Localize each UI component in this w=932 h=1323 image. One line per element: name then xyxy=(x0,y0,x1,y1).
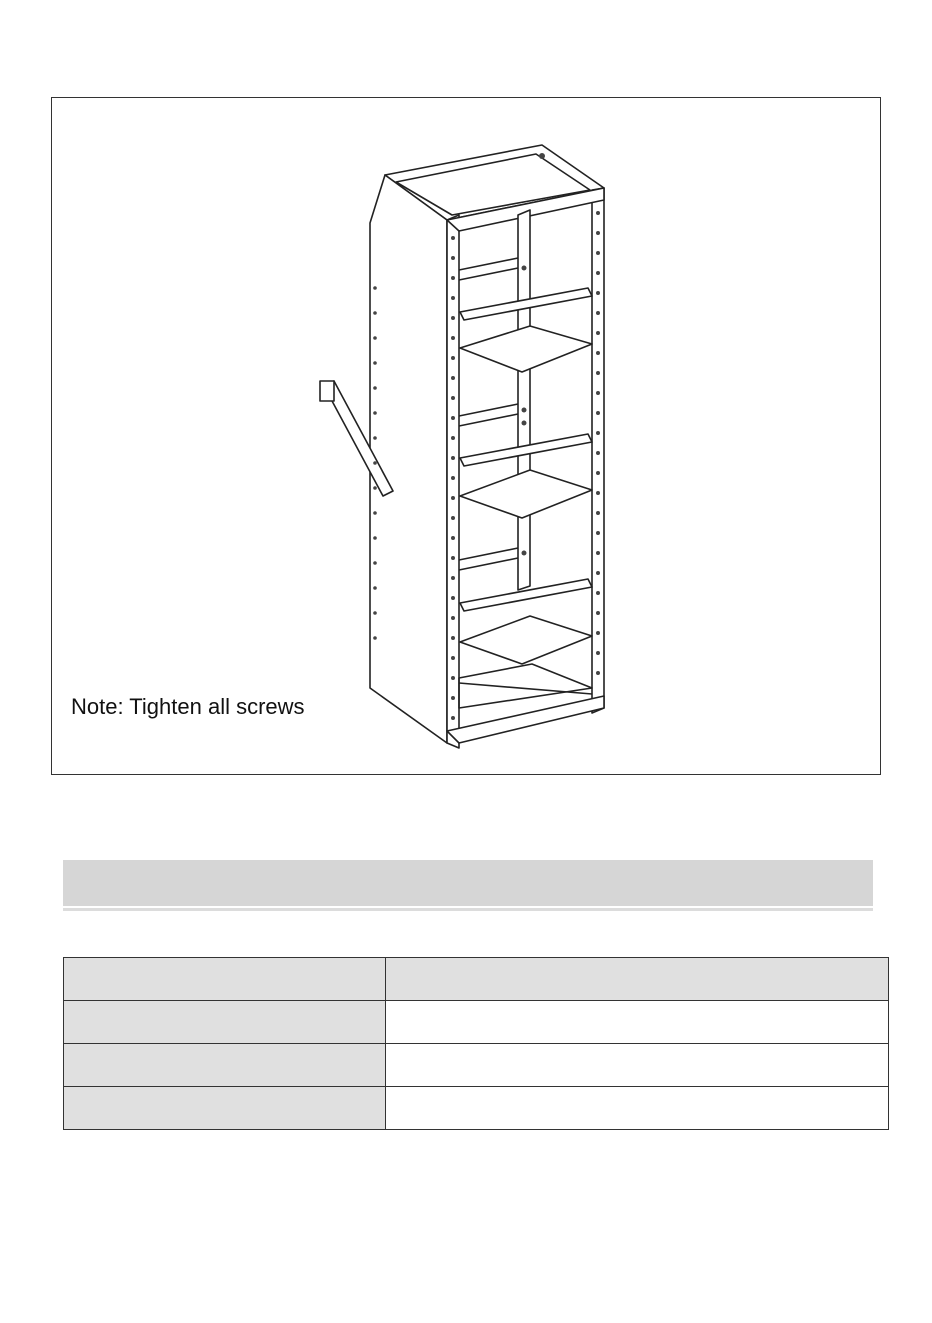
table-cell-value xyxy=(386,1087,889,1130)
table-row xyxy=(64,958,889,1001)
table-cell-value xyxy=(386,958,889,1001)
table-cell-label xyxy=(64,1001,386,1044)
note-text: Note: Tighten all screws xyxy=(71,694,305,719)
rack-assembly-illustration-icon xyxy=(52,98,881,775)
table-cell-value xyxy=(386,1044,889,1087)
section-header-bar xyxy=(63,860,873,906)
section-divider xyxy=(63,908,873,911)
table-cell-value xyxy=(386,1001,889,1044)
spec-table xyxy=(63,957,889,1130)
table-row xyxy=(64,1044,889,1087)
table-row xyxy=(64,1087,889,1130)
table-cell-label xyxy=(64,958,386,1001)
table-row xyxy=(64,1001,889,1044)
table-cell-label xyxy=(64,1044,386,1087)
table-cell-label xyxy=(64,1087,386,1130)
assembly-figure xyxy=(51,97,881,775)
